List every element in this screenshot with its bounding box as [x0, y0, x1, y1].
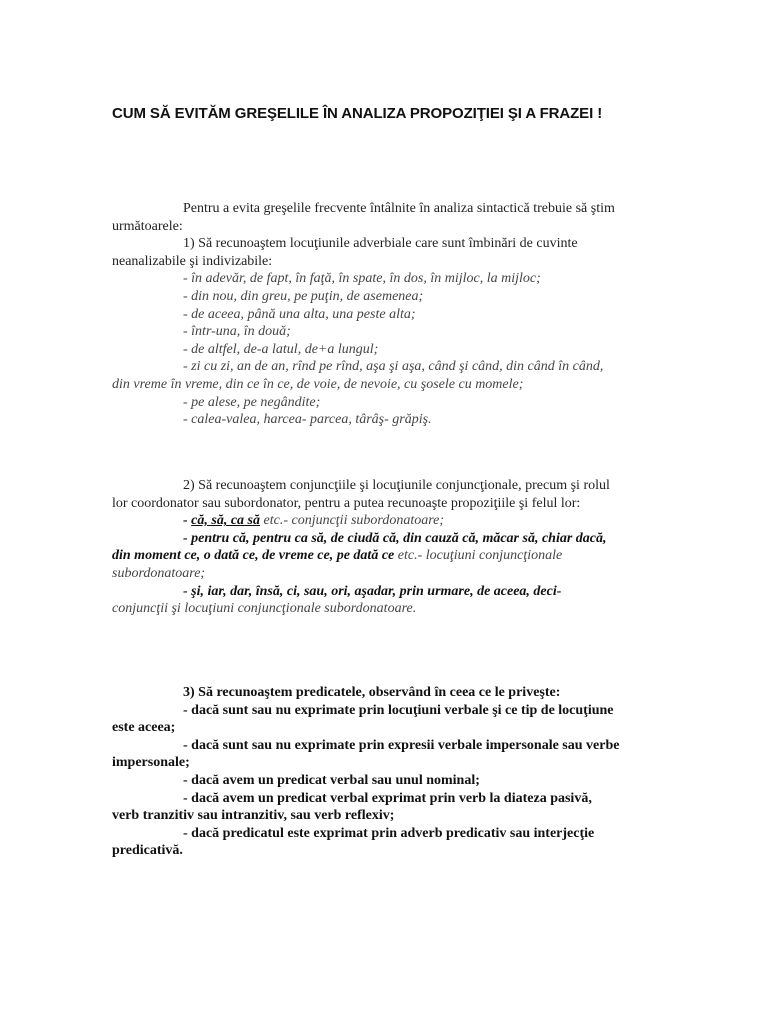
- list-item: [112, 547, 672, 565]
- list-item: este aceea;: [112, 720, 176, 736]
- section-1-heading: neanalizabile şi indivizabile:: [112, 253, 273, 269]
- list-item: [112, 512, 672, 530]
- section-1: [112, 200, 672, 429]
- list-item: - dacă avem un predicat verbal sau unul nominal;: [183, 772, 480, 788]
- list-item: - zi cu zi, an de an, rînd pe rînd, aşa şi aşa, când şi când, din când în când,: [183, 359, 604, 375]
- list-item: din vreme în vreme, din ce în ce, de voie, de nevoie, cu şosele cu momele;: [112, 376, 524, 392]
- list-item: - şi, iar, dar, însă, ci, sau, ori, aşadar, prin urmare, de aceea, deci-: [183, 583, 562, 599]
- section-2: [112, 477, 672, 618]
- list-item: - de aceea, până una alta, una peste alta;: [183, 306, 416, 322]
- list-item: - calea-valea, harcea- parcea, târâş- grăpiş.: [183, 412, 432, 428]
- bold-prefix: -: [183, 513, 192, 529]
- list-item: verb tranzitiv sau intranzitiv, sau verb reflexiv;: [112, 808, 395, 824]
- list-item: - pentru că, pentru ca să, de ciudă că, din cauză că, măcar să, chiar dacă,: [183, 530, 607, 546]
- list-item: predicativă.: [112, 843, 183, 859]
- section-3: [112, 684, 672, 860]
- list-item: impersonale;: [112, 755, 190, 771]
- list-item: - într-una, în două;: [183, 324, 291, 340]
- document-title: CUM SĂ EVITĂM GREŞELILE ÎN ANALIZA PROPOZIŢIEI ŞI A FRAZEI !: [112, 105, 603, 122]
- conjunction-list: că, să, ca să: [191, 513, 260, 529]
- list-item: - dacă sunt sau nu exprimate prin locuţiuni verbale şi ce tip de locuţiune: [183, 702, 614, 718]
- list-item: - din nou, din greu, pe puţin, de asemenea;: [183, 288, 424, 304]
- list-item: - de altfel, de-a latul, de+a lungul;: [183, 341, 379, 357]
- section-2-heading: lor coordonator sau subordonator, pentru a putea recunoaşte propoziţiile şi felul lor:: [112, 495, 581, 511]
- intro-line: următoarele:: [112, 218, 183, 234]
- list-item: - în adevăr, de fapt, în faţă, în spate, în dos, în mijloc, la mijloc;: [183, 271, 541, 287]
- section-2-heading: 2) Să recunoaştem conjuncţiile şi locuţiunile conjuncţionale, precum şi rolul: [183, 478, 610, 493]
- list-item: conjuncţii şi locuţiuni conjuncţionale subordonatoare.: [112, 601, 417, 617]
- section-1-heading: 1) Să recunoaştem locuţiunile adverbiale care sunt îmbinări de cuvinte: [183, 236, 578, 252]
- conjunction-list: din moment ce, o dată ce, de vreme ce, pe dată ce: [112, 548, 395, 564]
- list-item: subordonatoare;: [112, 565, 206, 581]
- section-3-heading: 3) Să recunoaştem predicatele, observând în ceea ce le priveşte:: [183, 685, 561, 700]
- list-item: - pe alese, pe negândite;: [183, 394, 321, 410]
- intro-line: Pentru a evita greşelile frecvente întâlnite în analiza sintactică trebuie să ştim: [183, 201, 615, 216]
- list-item: - dacă avem un predicat verbal exprimat prin verb la diateza pasivă,: [183, 790, 592, 806]
- description: etc.- conjuncţii subordonatoare;: [260, 513, 445, 529]
- list-item: - dacă sunt sau nu exprimate prin expresii verbale impersonale sau verbe: [183, 737, 620, 753]
- list-item: - dacă predicatul este exprimat prin adverb predicativ sau interjecţie: [183, 825, 595, 841]
- description: etc.- locuţiuni conjuncţionale: [394, 548, 563, 564]
